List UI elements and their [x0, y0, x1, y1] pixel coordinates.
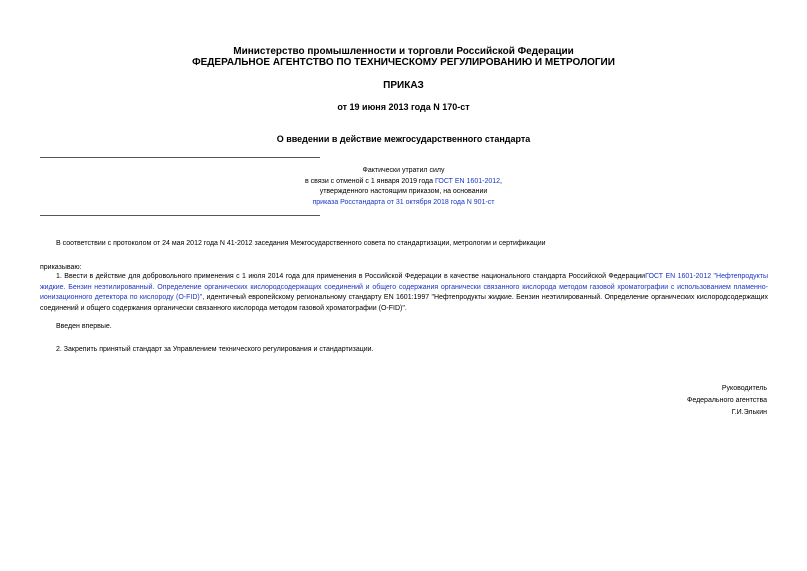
document-type: ПРИКАЗ	[383, 80, 424, 91]
item-1-prefix: 1. Ввести в действие для добровольного применения с 1 июля 2014 года для применения в Российской Федерации в качестве национального стандарта Российской Федерации	[56, 273, 646, 280]
lost-force-line2-prefix: в связи с отменой с 1 января 2019 года	[305, 177, 435, 185]
signature-agency: Федерального агентства	[687, 397, 767, 404]
signature-position: Руководитель	[721, 385, 767, 392]
intro-paragraph: В соответствии с протоколом от 24 мая 2012 года N 41-2012 заседания Межгосударственного совета по стандартизации, метрологии и сертификации	[56, 240, 546, 247]
item-1-suffix: , идентичный европейскому региональному стандарту EN 1601:1997 "Нефтепродукты жидкие. Бензин неэтилированный. Определение органических кислородсодержащих соединений и общего содержания органически связанного кислорода методом газовой хроматографии (O-FID)".	[40, 294, 768, 312]
agency-title: ФЕДЕРАЛЬНОЕ АГЕНТСТВО ПО ТЕХНИЧЕСКОМУ РЕГУЛИРОВАНИЮ И МЕТРОЛОГИИ	[192, 57, 615, 68]
document-date-number: от 19 июня 2013 года N 170-ст	[337, 102, 470, 112]
order-word: приказываю:	[40, 264, 82, 271]
gost-link[interactable]: ГОСТ EN 1601-2012	[434, 177, 501, 185]
rosstandart-order-link[interactable]: приказа Росстандарта от 31 октября 2018 года N 901-ст	[312, 198, 495, 206]
lost-force-line1: Фактически утратил силу	[362, 167, 445, 174]
lost-force-line2	[200, 177, 607, 188]
item-1-paragraph	[40, 272, 768, 314]
document-subject: О введении в действие межгосударственного стандарта	[276, 134, 531, 144]
gost-en-1601-link[interactable]: ГОСТ EN 1601-2012 "Нефтепродукты жидкие. Бензин неэтилированный. Определение органических кислородсодержащих соединений и общего содержания органически связанного кислорода методом газовой хроматографии с использованием пламенно-ионизационного детектора по кислороду (O-FID)"	[40, 273, 768, 301]
signature-name: Г.И.Элькин	[731, 409, 767, 416]
lost-force-line3: утвержденного настоящим приказом, на основании	[319, 188, 488, 195]
divider-top	[40, 157, 320, 158]
lost-force-line2-suffix: ,	[500, 177, 502, 185]
divider-bottom	[40, 215, 320, 216]
lost-force-note	[200, 166, 607, 208]
item-2-paragraph: 2. Закрепить принятый стандарт за Управлением технического регулирования и стандартизации.	[56, 346, 374, 353]
ministry-title: Министерство промышленности и торговли Российской Федерации	[233, 46, 574, 57]
introduced-first-time: Введен впервые.	[56, 323, 112, 330]
